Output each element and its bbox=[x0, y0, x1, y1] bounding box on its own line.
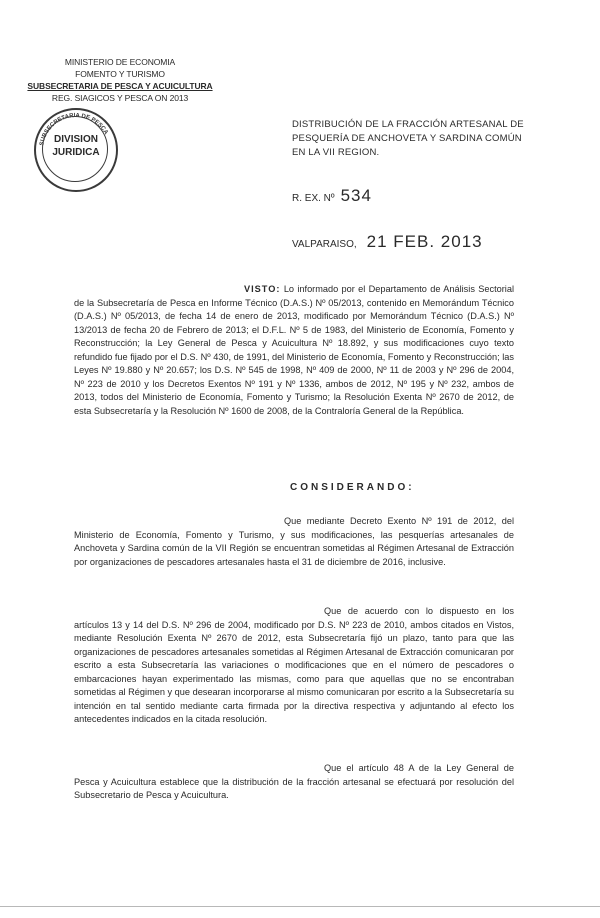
subsecretariat-name: SUBSECRETARIA DE PESCA Y ACUICULTURA bbox=[27, 81, 213, 91]
document-title: DISTRIBUCIÓN DE LA FRACCIÓN ARTESANAL DE PESQUERÍA DE ANCHOVETA Y SARDINA COMÚN EN LA VII REGION. bbox=[292, 119, 524, 158]
considerando-heading: CONSIDERANDO: bbox=[290, 482, 415, 493]
visto-paragraph bbox=[74, 283, 514, 418]
ministry-name: MINISTERIO DE ECONOMIA bbox=[64, 57, 176, 67]
place-and-date bbox=[292, 232, 483, 252]
considerando-paragraph-3: Que el artículo 48 A de la Ley General de Pesca y Acuicultura establece que la distribución de la fracción artesanal se efectuará por resolución del Subsecretario de Pesca y Acuicultura. bbox=[74, 763, 514, 800]
stamp-line-division: DIVISION bbox=[54, 134, 98, 145]
city-label: VALPARAISO, bbox=[292, 239, 357, 250]
institution-header bbox=[20, 56, 220, 104]
visto-lead: VISTO: bbox=[244, 284, 281, 294]
stamp-line-juridica: JURIDICA bbox=[52, 147, 100, 158]
considerando-paragraph-1: Que mediante Decreto Exento Nº 191 de 2012, del Ministerio de Economía, Fomento y Turismo, y sus modificaciones, las pesquerías artesanales de Anchoveta y Sardina común de la VII Región se encuentran sometidas al Régimen Artesanal de Extracción por organizaciones de pescadores artesanales hasta el 31 de diciembre de 2016, inclusive. bbox=[74, 516, 514, 567]
resolution-label: R. EX. Nº bbox=[292, 193, 335, 204]
date-stamp: 21 FEB. 2013 bbox=[366, 232, 483, 251]
scan-edge-line bbox=[0, 906, 600, 907]
stamp-label bbox=[36, 133, 116, 159]
ministry-subtitle: FOMENTO Y TURISMO bbox=[75, 69, 165, 79]
visto-text: Lo informado por el Departamento de Análisis Sectorial de la Subsecretaría de Pesca en Informe Técnico (D.A.S.) Nº 05/2013, contenido en Memorándum Técnico (D.A.S.) Nº 05/2013, de fecha 14 de enero de 2013, modificado por Memorándum Técnico (D.A.S.) Nº 13/2013 de fecha 20 de Febrero de 2013; el D.F.L. Nº 5 de 1983, del Ministerio de Economía, Fomento y Reconstrucción; la Ley General de Pesca y Acuicultura Nº 18.892, y sus modificaciones cuyo texto refundido fue fijado por el D.S. Nº 430, de 1991, del Ministerio de Economía, Fomento y Reconstrucción; las Leyes Nº 19.880 y Nº 20.657; los D.S. Nº 545 de 1998, Nº 409 de 2000, Nº 11 de 2003 y Nº 296 de 2004, Nº 223 de 2010 y los Decretos Exentos Nº 191 y Nº 1336, ambos de 2012, Nº 195 y Nº 232, ambos de 2013, todos del Ministerio de Economía, Fomento y Turismo; la Resolución Exenta Nº 2670 de 2012, de esta Subsecretaría y la Resolución Nº 1600 de 2008, de la Contraloría General de la República. bbox=[74, 284, 514, 416]
resolution-number-value: 534 bbox=[340, 186, 372, 205]
considerando-paragraph-2: Que de acuerdo con lo dispuesto en los artículos 13 y 14 del D.S. Nº 296 de 2004, modificado por D.S. Nº 223 de 2010, ambos citados en Vistos, mediante Resolución Exenta Nº 2670 de 2012, esta Subsecretaría fijó un plazo, tanto para que las organizaciones de pescadores artesanales sometidas al Régimen Artesanal de Extracción comunicaran por escrito a esta Subsecretaría las variaciones o modificaciones que en el número de pescadores o embarcaciones hayan experimentado las mismas, como para que aquellas que no se encontraban sometidas al Régimen y que desearan incorporarse al mismo comunicaran por escrito a la Subsecretaría su intención en tal sentido mediante carta firmada por la directiva respectiva y adjuntando al efecto los antecedentes indicados en la citada resolución. bbox=[74, 606, 514, 724]
division-juridica-stamp bbox=[34, 108, 118, 192]
stamp-ring-label: SUBSECRETARIA DE PESCA bbox=[39, 112, 109, 147]
resolution-number bbox=[292, 186, 372, 206]
registry-line: REG. SIAGICOS Y PESCA ON 2013 bbox=[51, 93, 189, 103]
